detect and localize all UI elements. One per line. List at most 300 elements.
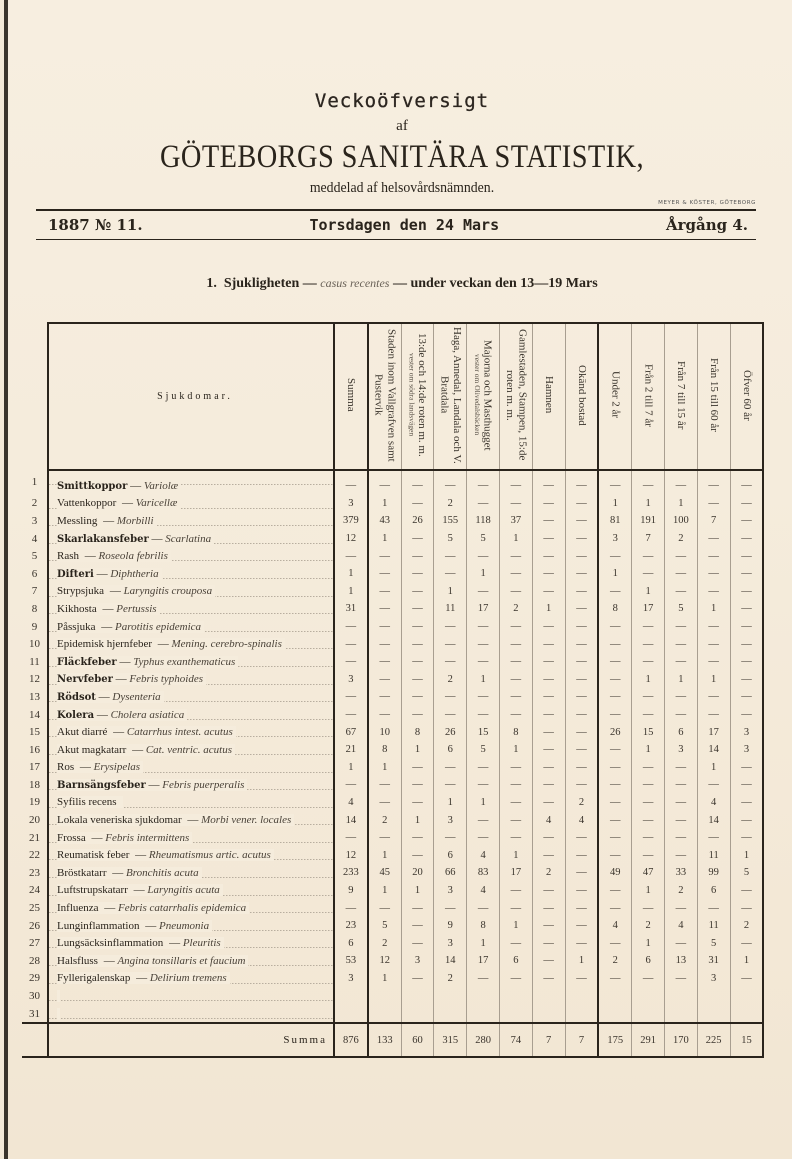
value-cell: —	[598, 794, 631, 812]
value-cell: —	[499, 970, 532, 988]
value-cell: —	[598, 688, 631, 706]
value-cell: —	[334, 899, 368, 917]
value-cell: —	[401, 934, 434, 952]
value-cell	[368, 1005, 401, 1024]
value-cell: —	[499, 776, 532, 794]
table-row	[22, 706, 763, 724]
disease-name: Nervfeber — Febris typhoides	[57, 673, 206, 685]
disease-name: Barnsängsfeber — Febris puerperalis	[57, 779, 247, 791]
disease-latin: Rheumatismus artic. acutus	[148, 849, 271, 862]
value-cell: 4	[598, 917, 631, 935]
value-cell: 53	[334, 952, 368, 970]
value-cell: —	[532, 653, 565, 671]
section-title: 1. Sjukligheten — casus recentes — under veckan den 13—19 Mars	[206, 276, 598, 291]
value-cell: 5	[664, 600, 697, 618]
column-note: vester om södra landsvägen	[407, 353, 417, 437]
column-note: vester om Olivedalsbäcken	[473, 354, 483, 436]
disease-name: Strypsjuka — Laryngitis crouposa	[57, 585, 215, 597]
value-cell: 1	[368, 846, 401, 864]
disease-swedish: Strypsjuka	[57, 585, 107, 597]
value-cell: —	[532, 547, 565, 565]
row-number: 26	[29, 919, 40, 932]
value-cell: 4	[697, 794, 730, 812]
value-cell: 4	[334, 794, 368, 812]
disease-name: Bröstkatarr — Bronchitis acuta	[57, 867, 202, 879]
row-number: 29	[29, 972, 40, 985]
disease-name: Smittkoppor — Variolæ	[57, 480, 181, 492]
value-cell: —	[532, 899, 565, 917]
value-cell: —	[532, 688, 565, 706]
table-row	[22, 653, 763, 671]
column-header-label	[542, 376, 555, 413]
table-row	[22, 723, 763, 741]
table-row	[22, 512, 763, 530]
table-row	[22, 583, 763, 601]
total-cell: 15	[730, 1023, 763, 1057]
value-cell: —	[368, 635, 401, 653]
value-cell: —	[664, 583, 697, 601]
disease-name: Luftstrupskatarr — Laryngitis acuta	[57, 884, 223, 896]
value-cell: 2	[368, 934, 401, 952]
value-cell	[697, 1005, 730, 1024]
disease-latin: Dysenteria	[112, 690, 161, 703]
disease-name: Akut diarré — Catarrhus intest. acutus	[57, 726, 236, 738]
row-number: 16	[29, 743, 40, 756]
value-cell: —	[664, 618, 697, 636]
column-header-label	[407, 333, 428, 457]
table-row	[22, 934, 763, 952]
value-cell: —	[730, 470, 763, 495]
value-cell: 99	[697, 864, 730, 882]
value-cell: 1	[632, 882, 665, 900]
issue-number: 1887 № 11.	[48, 216, 143, 234]
value-cell: —	[565, 864, 598, 882]
value-cell: 2	[565, 794, 598, 812]
value-cell: 31	[334, 600, 368, 618]
value-cell: —	[565, 846, 598, 864]
column-header	[598, 323, 631, 470]
value-cell: —	[532, 741, 565, 759]
value-cell: —	[565, 653, 598, 671]
disease-name: Influenza — Febris catarrhalis epidemica	[57, 902, 249, 914]
table-row	[22, 882, 763, 900]
value-cell: —	[565, 970, 598, 988]
value-cell	[401, 987, 434, 1005]
value-cell: —	[598, 759, 631, 777]
value-cell: —	[598, 899, 631, 917]
value-cell: 1	[368, 882, 401, 900]
value-cell	[499, 987, 532, 1005]
value-cell: 1	[401, 882, 434, 900]
value-cell: 5	[368, 917, 401, 935]
value-cell: —	[565, 706, 598, 724]
table-row	[22, 470, 763, 495]
column-label: Från 15 till 60 år	[707, 358, 720, 432]
value-cell: —	[565, 470, 598, 495]
value-cell: —	[565, 829, 598, 847]
value-cell: —	[434, 706, 467, 724]
disease-cell	[48, 495, 334, 513]
column-header	[434, 323, 467, 470]
value-cell: —	[565, 565, 598, 583]
value-cell	[467, 1005, 500, 1024]
value-cell: —	[401, 600, 434, 618]
disease-cell	[48, 934, 334, 952]
value-cell: 3	[598, 530, 631, 548]
table-row	[22, 547, 763, 565]
column-header-label	[740, 370, 753, 421]
value-cell: —	[664, 688, 697, 706]
value-cell: —	[598, 934, 631, 952]
value-cell: —	[565, 635, 598, 653]
value-cell: —	[499, 706, 532, 724]
value-cell: —	[632, 706, 665, 724]
value-cell: —	[401, 846, 434, 864]
row-number: 18	[29, 778, 40, 791]
value-cell: —	[334, 688, 368, 706]
table-row	[22, 970, 763, 988]
disease-name: Lungsäcksinflammation — Pleuritis	[57, 937, 224, 949]
value-cell: 12	[368, 952, 401, 970]
disease-cell	[48, 1005, 334, 1024]
value-cell: —	[598, 970, 631, 988]
value-cell: —	[730, 811, 763, 829]
value-cell	[532, 987, 565, 1005]
disease-latin: Parotitis epidemica	[115, 620, 202, 633]
value-cell: —	[434, 829, 467, 847]
disease-swedish: Akut magkatarr	[57, 744, 129, 756]
value-cell: —	[401, 671, 434, 689]
total-cell: 175	[598, 1023, 631, 1057]
value-cell: —	[499, 618, 532, 636]
value-cell: —	[532, 934, 565, 952]
table-row	[22, 671, 763, 689]
disease-swedish: Rash	[57, 550, 82, 562]
value-cell: —	[532, 952, 565, 970]
disease-swedish: Halsfluss	[57, 955, 101, 967]
column-label: Majorna och Masthugget	[481, 339, 494, 451]
value-cell: 1	[697, 759, 730, 777]
row-number: 21	[29, 831, 40, 844]
value-cell: —	[697, 899, 730, 917]
table-row	[22, 1005, 763, 1024]
value-cell: —	[565, 547, 598, 565]
value-cell: —	[499, 759, 532, 777]
value-cell: —	[632, 794, 665, 812]
row-number: 10	[29, 638, 40, 651]
value-cell: 15	[632, 723, 665, 741]
value-cell: —	[730, 706, 763, 724]
value-cell: —	[565, 934, 598, 952]
disease-name: Reumatisk feber — Rheumatismus artic. acutus	[57, 849, 274, 861]
row-number: 15	[29, 726, 40, 739]
disease-name: Påssjuka — Parotitis epidemica	[57, 621, 204, 633]
value-cell: —	[565, 512, 598, 530]
value-cell: —	[664, 776, 697, 794]
value-cell: 8	[499, 723, 532, 741]
value-cell: 2	[434, 495, 467, 513]
value-cell: —	[730, 653, 763, 671]
value-cell: —	[730, 882, 763, 900]
value-cell: —	[401, 583, 434, 601]
value-cell: 6	[434, 846, 467, 864]
value-cell: 3	[730, 741, 763, 759]
value-cell: 6	[632, 952, 665, 970]
value-cell: —	[664, 653, 697, 671]
value-cell: —	[368, 583, 401, 601]
value-cell: 1	[467, 934, 500, 952]
value-cell: —	[632, 899, 665, 917]
disease-cell	[48, 952, 334, 970]
value-cell: 1	[368, 759, 401, 777]
value-cell	[664, 987, 697, 1005]
value-cell: —	[467, 688, 500, 706]
column-label: Hamnen	[543, 376, 555, 414]
disease-latin: Delirium tremens	[149, 972, 227, 985]
value-cell: —	[434, 547, 467, 565]
column-header	[697, 323, 730, 470]
value-cell: 2	[730, 917, 763, 935]
disease-latin: Morbi vener. locales	[201, 814, 292, 827]
row-number: 23	[29, 866, 40, 879]
disease-name	[57, 990, 60, 1002]
value-cell: —	[401, 618, 434, 636]
table-row	[22, 917, 763, 935]
value-cell: —	[532, 882, 565, 900]
value-cell: —	[368, 688, 401, 706]
value-cell: 3	[334, 495, 368, 513]
disease-swedish: Reumatisk feber	[57, 849, 132, 861]
value-cell: —	[598, 618, 631, 636]
value-cell: —	[697, 688, 730, 706]
value-cell: —	[697, 829, 730, 847]
issue-line	[48, 216, 748, 234]
row-number: 24	[29, 884, 40, 897]
value-cell	[334, 987, 368, 1005]
value-cell: —	[401, 794, 434, 812]
value-cell: 5	[697, 934, 730, 952]
value-cell: 66	[434, 864, 467, 882]
value-cell	[598, 987, 631, 1005]
value-cell: 2	[434, 671, 467, 689]
value-cell: 47	[632, 864, 665, 882]
totals-row	[22, 1023, 763, 1057]
value-cell: —	[632, 811, 665, 829]
value-cell: —	[532, 759, 565, 777]
value-cell: 5	[730, 864, 763, 882]
masthead-line1: Veckoöfversigt	[314, 90, 490, 112]
value-cell: —	[368, 470, 401, 495]
value-cell: —	[368, 565, 401, 583]
value-cell: —	[565, 899, 598, 917]
column-header-label	[675, 361, 688, 429]
value-cell: —	[401, 547, 434, 565]
value-cell: —	[598, 776, 631, 794]
disease-swedish: Lokala veneriska sjukdomar	[57, 814, 185, 826]
value-cell: 2	[434, 970, 467, 988]
value-cell: 9	[334, 882, 368, 900]
value-cell: —	[499, 882, 532, 900]
value-cell: —	[598, 741, 631, 759]
table-row	[22, 987, 763, 1005]
value-cell: 1	[467, 565, 500, 583]
rule-divider	[36, 209, 756, 211]
value-cell: —	[499, 547, 532, 565]
value-cell: —	[467, 706, 500, 724]
masthead-title: GÖTEBORGS SANITÄRA STATISTIK,	[159, 139, 645, 175]
value-cell: —	[434, 618, 467, 636]
total-cell: 280	[467, 1023, 500, 1057]
table-row	[22, 688, 763, 706]
header-diseases: Sjukdomar.	[48, 323, 334, 470]
value-cell: —	[368, 618, 401, 636]
value-cell: 13	[664, 952, 697, 970]
value-cell: 1	[434, 794, 467, 812]
value-cell: 81	[598, 512, 631, 530]
value-cell: 49	[598, 864, 631, 882]
value-cell: —	[730, 635, 763, 653]
value-cell: —	[565, 600, 598, 618]
column-header	[730, 323, 763, 470]
value-cell: —	[368, 547, 401, 565]
value-cell: —	[532, 512, 565, 530]
value-cell: —	[697, 653, 730, 671]
value-cell: —	[598, 583, 631, 601]
value-cell: 1	[334, 583, 368, 601]
disease-swedish: Nervfeber	[57, 674, 113, 686]
value-cell: 5	[467, 530, 500, 548]
value-cell: —	[632, 653, 665, 671]
value-cell: —	[532, 565, 565, 583]
value-cell: —	[532, 583, 565, 601]
value-cell	[434, 987, 467, 1005]
value-cell: 233	[334, 864, 368, 882]
row-number: 19	[29, 796, 40, 809]
column-label: Summa	[345, 378, 358, 412]
value-cell: —	[334, 470, 368, 495]
value-cell: —	[467, 635, 500, 653]
value-cell: 33	[664, 864, 697, 882]
value-cell: —	[730, 583, 763, 601]
disease-swedish: Epidemisk hjernfeber	[57, 638, 155, 650]
row-number: 30	[29, 990, 40, 1003]
value-cell: —	[401, 970, 434, 988]
value-cell: —	[632, 470, 665, 495]
disease-swedish: Frossa	[57, 832, 89, 844]
disease-cell	[48, 864, 334, 882]
value-cell: —	[434, 635, 467, 653]
value-cell: —	[697, 547, 730, 565]
value-cell: —	[467, 618, 500, 636]
disease-cell	[48, 653, 334, 671]
value-cell: 4	[467, 882, 500, 900]
value-cell: 8	[401, 723, 434, 741]
morbidity-table	[22, 322, 764, 1058]
value-cell: 14	[697, 741, 730, 759]
value-cell: —	[401, 470, 434, 495]
row-number: 22	[29, 849, 40, 862]
value-cell: —	[697, 495, 730, 513]
table-row	[22, 530, 763, 548]
value-cell: —	[632, 776, 665, 794]
disease-name: Rash — Roseola febrilis	[57, 550, 171, 562]
value-cell: —	[434, 470, 467, 495]
disease-swedish: Akut diarré	[57, 726, 110, 738]
value-cell: 11	[697, 917, 730, 935]
value-cell: —	[434, 653, 467, 671]
value-cell: 1	[664, 495, 697, 513]
disease-swedish: Luftstrupskatarr	[57, 884, 131, 896]
disease-latin: Erysipelas	[93, 761, 141, 774]
value-cell: —	[598, 706, 631, 724]
column-header-label	[575, 365, 588, 426]
value-cell: —	[598, 811, 631, 829]
value-cell: —	[499, 829, 532, 847]
value-cell: —	[401, 899, 434, 917]
value-cell: —	[467, 829, 500, 847]
disease-cell	[48, 829, 334, 847]
disease-cell	[48, 882, 334, 900]
value-cell: 17	[467, 600, 500, 618]
column-label: Öfver 60 år	[740, 369, 753, 421]
value-cell: 2	[664, 530, 697, 548]
disease-cell	[48, 600, 334, 618]
value-cell: 155	[434, 512, 467, 530]
value-cell: —	[632, 565, 665, 583]
value-cell	[565, 987, 598, 1005]
value-cell: —	[434, 688, 467, 706]
disease-name: Skarlakansfeber — Scarlatina	[57, 533, 214, 545]
value-cell: —	[598, 846, 631, 864]
value-cell: —	[532, 495, 565, 513]
disease-name: Kikhosta — Pertussis	[57, 603, 160, 615]
value-cell: 1	[467, 671, 500, 689]
value-cell: —	[401, 917, 434, 935]
column-header-label	[345, 378, 358, 412]
value-cell: 14	[334, 811, 368, 829]
value-cell: —	[598, 635, 631, 653]
value-cell: —	[730, 759, 763, 777]
disease-swedish: Bröstkatarr	[57, 867, 109, 879]
value-cell: —	[697, 583, 730, 601]
value-cell: —	[632, 618, 665, 636]
disease-name: Lunginflammation — Pneumonia	[57, 920, 212, 932]
value-cell	[467, 987, 500, 1005]
value-cell: 67	[334, 723, 368, 741]
summa-label: Summa	[48, 1023, 334, 1057]
value-cell: 1	[334, 759, 368, 777]
value-cell	[532, 1005, 565, 1024]
disease-cell	[48, 899, 334, 917]
disease-cell	[48, 671, 334, 689]
column-header	[368, 323, 401, 470]
value-cell: 3	[664, 741, 697, 759]
column-header	[565, 323, 598, 470]
disease-swedish: Rödsot	[57, 691, 96, 703]
disease-name: Difteri — Diphtheria	[57, 568, 162, 580]
value-cell: 12	[334, 530, 368, 548]
value-cell: —	[730, 688, 763, 706]
value-cell: —	[532, 618, 565, 636]
disease-swedish: Smittkoppor	[57, 480, 128, 492]
disease-name: Fyllerigalenskap — Delirium tremens	[57, 972, 230, 984]
disease-latin: Mening. cerebro-spinalis	[171, 638, 282, 651]
value-cell: 37	[499, 512, 532, 530]
value-cell: 1	[632, 583, 665, 601]
value-cell: —	[499, 583, 532, 601]
value-cell: —	[730, 970, 763, 988]
value-cell: 1	[499, 846, 532, 864]
